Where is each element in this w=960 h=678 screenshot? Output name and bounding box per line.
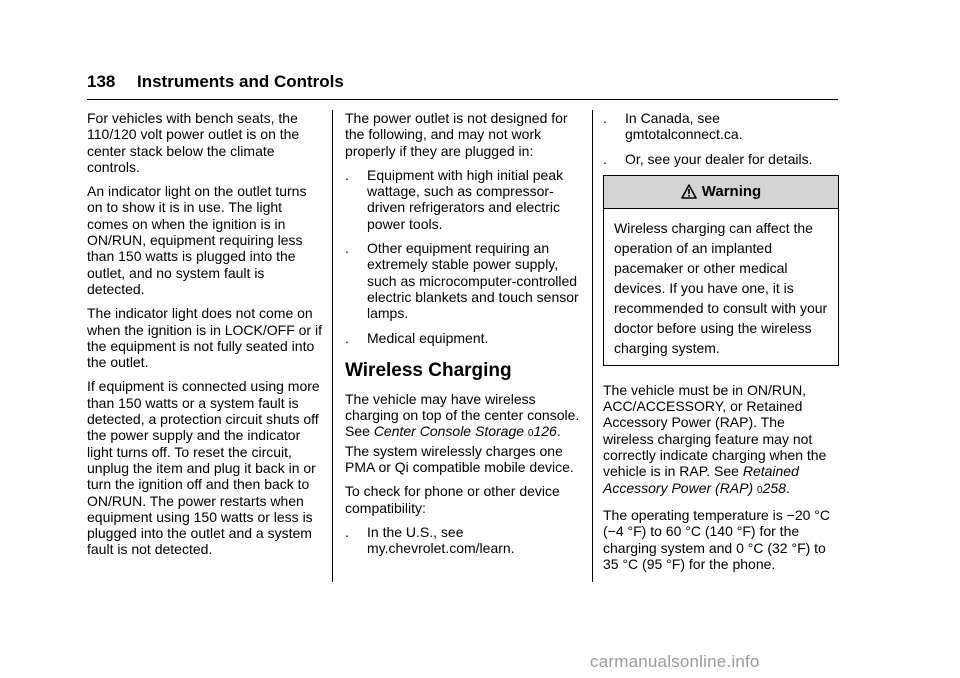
warning-title: Warning xyxy=(701,182,762,200)
paragraph-operating-temperature: The operating temperature is −20 °C (−4 °F) to 60 °C (140 °F) for the charging system and 0 °C (32 °F) to 35 °C (95 °F) for the phone. xyxy=(603,506,831,572)
warning-header xyxy=(604,176,838,209)
column-divider-right xyxy=(592,110,593,582)
list-item-text: In the U.S., see my.chevrolet.com/learn. xyxy=(367,523,515,557)
warning-text: Wireless charging can affect the operation of an implanted pacemaker or other medical devices. If you have one, it is recommended to consult with your doctor before using the wireless charging system. xyxy=(614,219,828,356)
list-item-text: Other equipment requiring an extremely stable power supply, such as microcomputer-controlled electric blankets and touch sensor lamps. xyxy=(367,240,579,322)
bullet-mark: . xyxy=(345,166,349,183)
list-item-text: Medical equipment. xyxy=(367,329,489,346)
list-item xyxy=(345,330,581,346)
column-3 xyxy=(603,110,839,580)
list-item-text: In Canada, see gmtotalconnect.ca. xyxy=(625,110,743,143)
page-ref-126[interactable]: 126 xyxy=(533,423,557,440)
paragraph-compatibility: To check for phone or other device compatibility: xyxy=(345,483,560,516)
paragraph-indicator-off: The indicator light does not come on when the ignition is in LOCK/OFF or if the equipment is not fully seated into the outlet. xyxy=(87,305,322,371)
paragraph-wireless-intro xyxy=(345,391,581,475)
page-ref-arrow-icon: 0 xyxy=(527,428,534,440)
bullet-mark: . xyxy=(603,110,607,126)
page-ref-258[interactable]: 258 xyxy=(762,479,786,496)
list-item xyxy=(603,151,839,167)
warning-box xyxy=(603,175,839,366)
text-span: . xyxy=(785,479,790,496)
list-item xyxy=(345,167,581,232)
list-item xyxy=(345,524,581,557)
text-span: The vehicle must be in ON/RUN, ACC/ACCESSORY, or Retained Accessory Power (RAP). The wireless charging feature may not correctly indicate charging when the vehicle is in RAP. See xyxy=(603,381,827,480)
bullet-mark: . xyxy=(345,240,349,257)
paragraph-protection-circuit: If equipment is connected using more than 150 watts or a system fault is detected, a protection circuit shuts off the power supply and the indicator light turns off. To reset the circuit, unplug the item and plug it back in or turn the ignition off and then back to ON/RUN. The power restarts when equipment using 150 watts or less is plugged into the outlet and a system fault is not detected. xyxy=(87,378,320,558)
page-number: 138 xyxy=(87,72,116,91)
wireless-charging-heading: Wireless Charging xyxy=(345,359,512,381)
paragraph-bench-seats: For vehicles with bench seats, the 110/120 volt power outlet is on the center stack below the climate controls. xyxy=(87,110,300,175)
bullet-mark: . xyxy=(345,523,349,540)
text-span: . The system wirelessly charges one PMA or Qi compatible mobile device. xyxy=(345,423,574,476)
paragraph-indicator-on: An indicator light on the outlet turns on to show it is in use. The light comes on when the ignition is in ON/RUN, equipment requiring less than 150 watts is plugged into the outlet, and no system fault is detected. xyxy=(87,183,307,297)
watermark: carmanualsonline.info xyxy=(590,652,760,671)
list-item xyxy=(603,110,839,143)
bullet-mark: . xyxy=(603,150,607,167)
list-item-text: Or, see your dealer for details. xyxy=(625,150,813,167)
text-span: The vehicle may have wireless charging on top of the center console. See xyxy=(345,390,580,440)
section-title: Instruments and Controls xyxy=(137,72,344,91)
paragraph-vehicle-mode xyxy=(603,382,839,499)
column-divider-left xyxy=(332,110,333,582)
retained-accessory-power-link[interactable]: Retained Accessory Power (RAP) xyxy=(603,463,799,496)
bullet-mark: . xyxy=(345,329,349,346)
page-header xyxy=(87,72,838,100)
column-1 xyxy=(87,110,323,566)
paragraph-not-designed: The power outlet is not designed for the following, and may not work properly if they are plugged in: xyxy=(345,110,568,159)
page-ref-arrow-icon: 0 xyxy=(757,484,763,496)
center-console-storage-link[interactable]: Center Console Storage xyxy=(373,423,525,440)
column-2 xyxy=(345,110,581,565)
list-item xyxy=(345,240,581,321)
list-item-text: Equipment with high initial peak wattage, such as compressor-driven refrigerators and electric power tools. xyxy=(367,166,564,232)
warning-triangle-icon xyxy=(681,184,697,199)
